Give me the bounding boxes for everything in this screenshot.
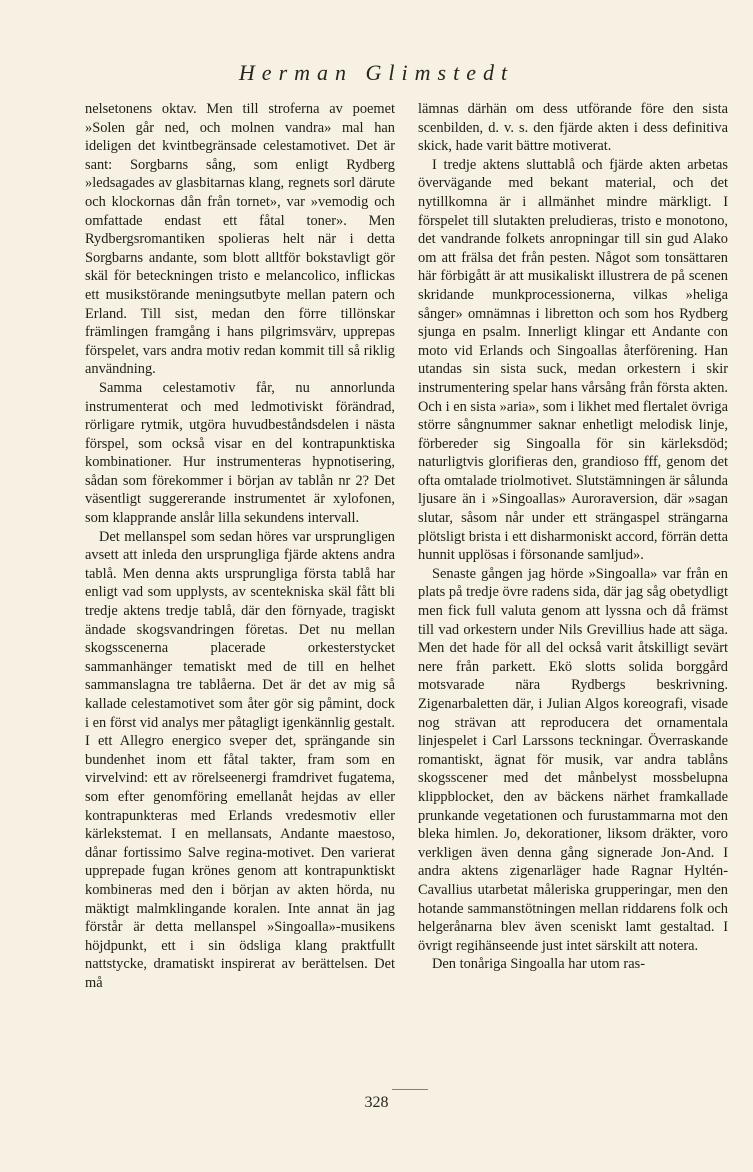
page-number: 328 — [364, 1094, 389, 1111]
left-paragraph-2: Samma celestamotiv får, nu annorlunda instrumenterat och med ledmotiviskt förändrad, rörligare rytmik, utgöra huvudbeståndsdelen i nästa förspel, som också visar en del kontrapunktiska kombinationer. Hur instrumenteras hypnotisering, sådan som förekommer i början av tablån nr 2? Det väsentligt suggererande instrumentet är xylofonen, som klapprande anslår lilla sekundens intervall. — [85, 379, 395, 527]
left-paragraph-3: Det mellanspel som sedan höres var ursprungligen avsett att inleda den ursprungliga fjärde aktens andra tablå. Men denna akts ursprungliga första tablå har enligt vad som upplysts, av scentekniska skäl fått bli tredje aktens tredje tablå, där den förnyade, tragiskt ändade skogsvandringen företas. Det nu mellan skogsscenerna placerade orkesterstycket sammanhänger tematiskt med de till en helhet sammanslagna tre tablåerna. Det är det av mig så kallade celestamotivet som åter gör sig påmint, dock i en först vid analys mer påtagligt igenkännlig gestalt. I ett Allegro energico sveper det, sprängande sin bundenhet inom ett fåtal takter, fram som en virvelvind: ett av rörelseenergi framdrivet fugatema, som efter genomföring emellanåt hejdas av eller kontrapunkteras med Erlands vredesmotiv eller kärlekstemat. I en mellansats, Andante maestoso, dånar fortissimo Salve regina-motivet. Den varierat upprepade fugan krönes genom att kontrapunktiskt kombineras med den i början av akten hörda, nu mäktigt malmklingande koralen. Inte annat än jag förstår är detta mellanspel »Singoalla»-musikens höjdpunkt, ett i sin ödsliga klang praktfullt nattstycke, dramatiskt inspirerat av berättelsen. Det må — [85, 528, 395, 991]
right-paragraph-3: Senaste gången jag hörde »Singoalla» var från en plats på tredje övre radens sida, där jag såg obetydligt men fick full valuta genom att lyssna och då främst till vad orkestern under Nils Grevillius hade att säga. Men det hade för all del också varit åtskilligt sevärt nere från parkett. Ekö slotts solida borggård motsvarade nära Rydbergs beskrivning. Zigenarbaletten där, i Julian Algos koreografi, visade nog strävan att reproducera det ornamentala linjespelet i Carl Larssons teckningar. Överraskande romantiskt, ägnat för musik, var andra tablåns skogsscener med det månbelyst mossbelupna klippblocket, den av bäckens närhet framkallade prunkande vegetationen och furustammarna mot den bleka himlen. Jo, dekorationer, liksom dräkter, voro verkligen även denna gång signerade Jon-And. I andra aktens zigenarläger hade Ragnar Hyltén-Cavallius utarbetat måleriska grupperingar, men den hotande sammanstötningen mellan riddarens folk och helgerånarna blev även sceniskt lamt gestaltad. I övrigt regihänseende just intet särskilt att notera. — [418, 565, 728, 954]
right-paragraph-2: I tredje aktens sluttablå och fjärde akten arbetas övervägande med bekant material, och det nytillkomna är i allmänhet mindre märkligt. I förspelet till slutakten preludieras, tristo e monotono, det vandrande folkets anropningar till sin gud Alako om att frälsa det från pesten. Något som tonsättaren här förbigått är att musikaliskt illustrera de på scenen skridande munkprocessionerna, vilkas »heliga sånger» omnämnas i libretton och som hos Rydberg sjunga en psalm. Innerligt klingar ett Andante con moto vid Erlands och Singoallas återförening. Han utandas sin sista suck, medan orkestern i skir instrumentering spelar hans vårsång från första akten. Och i en sista »aria», som i likhet med flertalet övriga större sångnummer saknar enhetligt melodisk linje, förbereder sig Singoalla för sin kärleksdöd; naturligtvis glorifieras den, grandioso fff, genom det ofta omtalade triolmotivet. Slutstämningen är sålunda ljusare än i »Singoallas» Auroraversion, där »sagan slutar, såsom når under ett strängaspel strängarna plötsligt brista i ett disharmoniskt accord, förrän detta hunnit upplösas i försonande samljud». — [418, 156, 728, 564]
running-head: Herman Glimstedt — [238, 60, 515, 85]
folio-rule — [392, 1089, 428, 1090]
right-paragraph-1: lämnas därhän om dess utförande före den sista scenbilden, d. v. s. den fjärde akten i dess definitiva skick, hade varit bättre motiverat. — [418, 101, 728, 155]
left-column — [85, 100, 395, 993]
right-column — [418, 100, 728, 974]
right-paragraph-4: Den tonåriga Singoalla har utom ras- — [432, 956, 645, 973]
left-paragraph-1: nelsetonens oktav. Men till stroferna av poemet »Solen går ned, och molnen vandra» mal han ideligen det kvintbegränsade celestamotivet. Det är sant: Sorgbarns sång, som enligt Rydberg »ledsagades av glasbitarnas klang, regnets sorl därute och klockornas dån från tornet», var »vemodig och omfattade endast ett fåtal toner». Men Rydbergsromantiken spolieras helt när i detta Sorgbarns andante, som blott alltför bokstavligt gör skäl för beteckningen tristo e melancolico, inflickas ett musikstörande meningsutbyte mellan patern och Erland. Till sist, medan den förre tillönskar främlingen framgång i hans pilgrimsvärv, upprepas förspelet, vars andra motiv redan kommit till så riklig användning. — [85, 101, 395, 378]
